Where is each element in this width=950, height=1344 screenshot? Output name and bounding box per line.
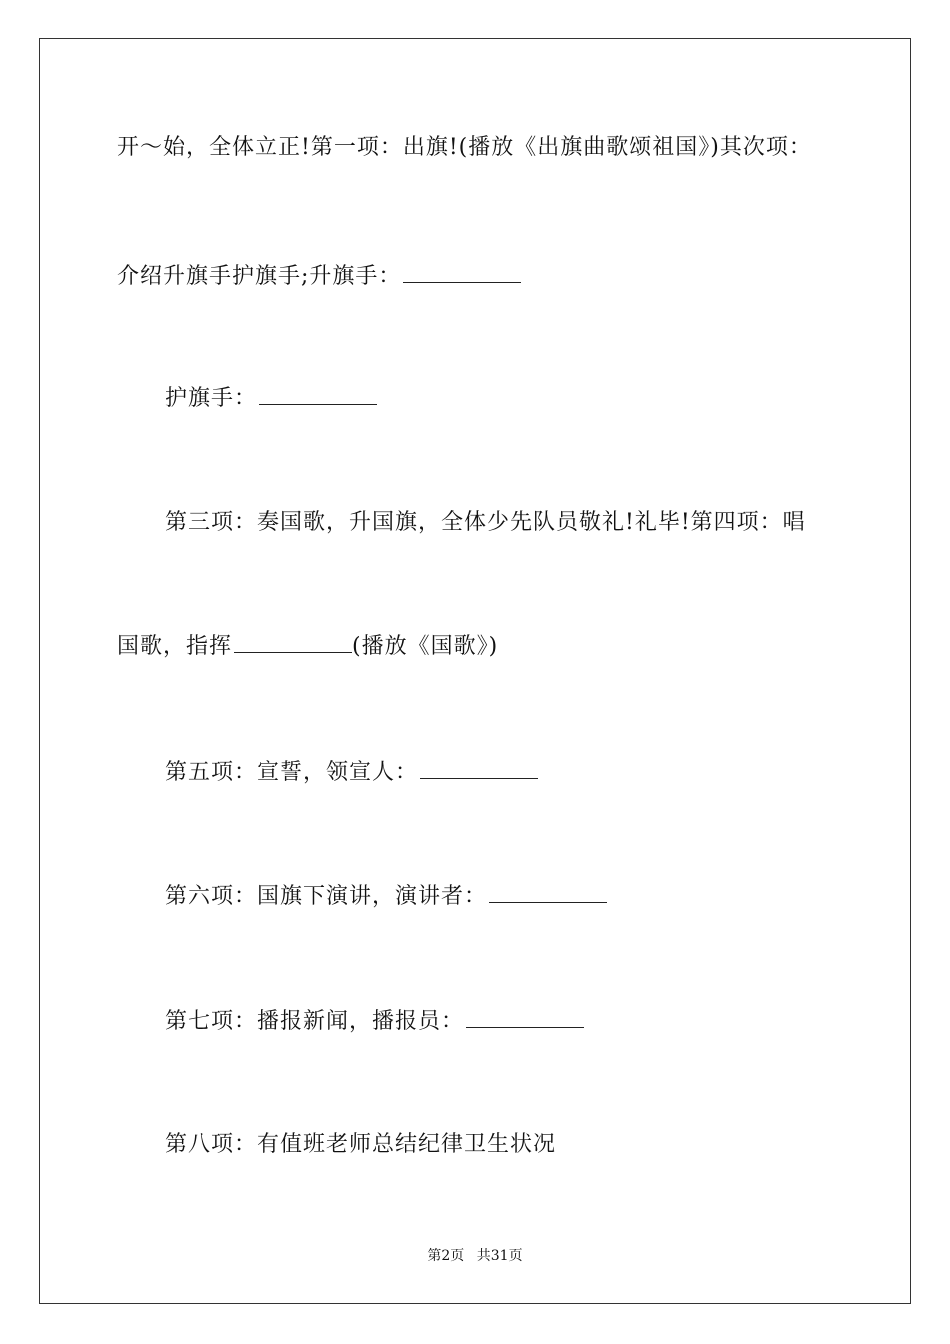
page-frame: [39, 38, 911, 1304]
fill-in-blank-oath-leader: [420, 758, 538, 779]
line-9-text: 第八项：有值班老师总结纪律卫生状况: [165, 1132, 557, 1157]
fill-in-blank-announcer: [466, 1007, 584, 1028]
text-line-2: [117, 262, 521, 292]
line-3-text: 护旗手：: [165, 386, 258, 411]
line-4-text: 第三项：奏国歌，升国旗，全体少先队员敬礼!礼毕!第四项：唱: [165, 510, 806, 535]
text-line-6: [165, 758, 538, 788]
fill-in-blank-conductor: [234, 632, 352, 653]
line-5-after-text: (播放《国歌》): [352, 634, 499, 659]
fill-in-blank-speaker: [489, 882, 607, 903]
text-line-3: [165, 384, 377, 414]
page-total: 共31页: [476, 1248, 523, 1264]
fill-in-blank-flag-guard: [259, 384, 377, 405]
text-line-1: [117, 133, 812, 163]
line-6-text: 第五项：宣誓，领宣人：: [165, 760, 419, 785]
text-line-4: [165, 508, 806, 538]
line-2-text: 介绍升旗手护旗手;升旗手：: [117, 264, 402, 289]
text-line-8: [165, 1007, 584, 1037]
page-footer: [0, 1246, 950, 1266]
line-5-text: 国歌，指挥: [117, 634, 233, 659]
text-line-7: [165, 882, 607, 912]
line-1-text: 开～始，全体立正!第一项：出旗!(播放《出旗曲歌颂祖国》)其次项：: [117, 135, 812, 160]
text-line-9: [165, 1130, 556, 1160]
line-8-text: 第七项：播报新闻，播报员：: [165, 1009, 465, 1034]
text-line-5: [117, 632, 498, 662]
page-number: 第2页: [427, 1248, 465, 1264]
line-7-text: 第六项：国旗下演讲，演讲者：: [165, 884, 488, 909]
fill-in-blank-flag-raiser: [403, 262, 521, 283]
